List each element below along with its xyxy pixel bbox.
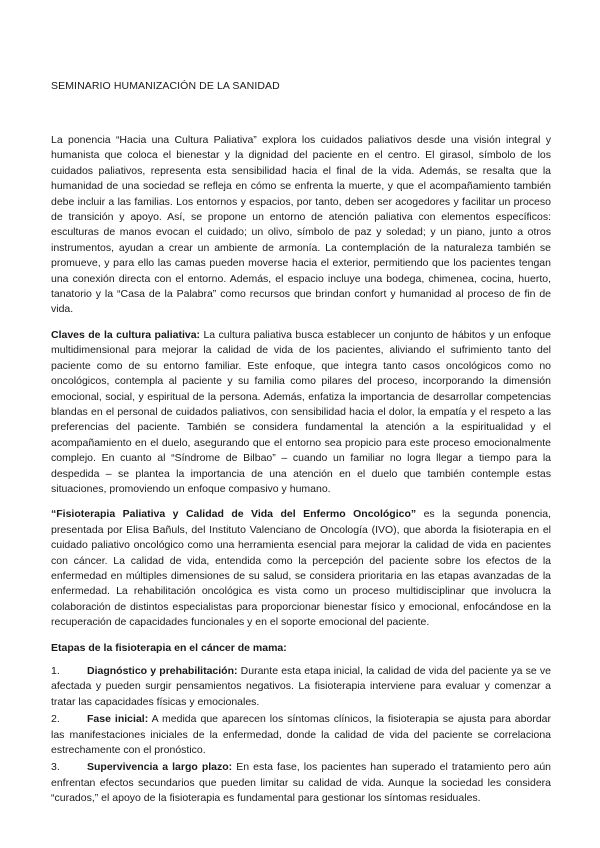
claves-paragraph <box>51 328 551 497</box>
list-item-title: Fase inicial: <box>87 713 149 726</box>
list-item-text: En esta fase, los pacientes han superado el tratamiento pero aún enfrentan efectos secundarios que pueden limitar su calidad de vida. Aunque la sociedad les considera “curados,” el apoyo de la fisioterapia es fundamental para gestionar los síntomas residuales. <box>51 761 551 805</box>
fisio-paragraph <box>51 507 551 630</box>
etapas-heading: Etapas de la fisioterapia en el cáncer de mama: <box>51 641 287 654</box>
list-number: 2. <box>51 713 60 726</box>
list-item-title: Diagnóstico y prehabilitación: <box>87 665 238 677</box>
list-item <box>51 760 551 806</box>
list-item-text: A medida que aparecen los síntomas clínicos, la fisioterapia se ajusta para abordar las manifestaciones iniciales de la enfermedad, donde la calidad de vida del paciente se correlaciona estrechamente con el pronóstico. <box>51 713 552 757</box>
fisio-text: es la segunda ponencia, presentada por Elisa Bañuls, del Instituto Valenciano de Oncología (IVO), que aborda la fisioterapia en el cuidado paliativo oncológico como una herramienta esencial para mejorar la calidad de vida en pacientes con cáncer. La calidad de vida, entendida como la percepción del paciente sobre los efectos de la enfermedad en múltiples dimensiones de su salud, se considera prioritaria en las etapas avanzadas de la enfermedad. La rehabilitación oncológica es vista como un proceso multidisciplinar que involucra la colaboración de distintos especialistas para proporcionar bienestar físico y emocional, enfocándose en la recuperación de capacidades funcionales y en el soporte emocional del paciente. <box>51 508 551 629</box>
list-item <box>51 712 551 758</box>
document-header: SEMINARIO HUMANIZACIÓN DE LA SANIDAD <box>51 80 280 92</box>
list-item <box>51 664 551 710</box>
list-item-title: Supervivencia a largo plazo: <box>87 761 233 774</box>
list-number: 3. <box>51 761 60 774</box>
list-number: 1. <box>51 665 60 677</box>
document-content <box>51 79 551 807</box>
intro-paragraph: La ponencia “Hacia una Cultura Paliativa” explora los cuidados paliativos desde una visión integral y humanista que coloca el bienestar y la dignidad del paciente en el centro. El girasol, símbolo de los cuidados paliativos, representa esta sensibilidad hacia el final de la vida. Además, se resalta que la humanidad de una sociedad se refleja en cómo se enfrenta la muerte, y que el acompañamiento también debe incluir a las familias. Los entornos y espacios, por tanto, deben ser acogedores y facilitar un proceso de transición y apoyo. Así, se propone un entorno de atención paliativa con elementos específicos: esculturas de manos evocan el cuidado; un olivo, símbolo de paz y soledad; y un piano, junto a otros instrumentos, ayudan a crear un ambiente de armonía. La contemplación de la naturaleza también se promueve, y para ello las camas pueden moverse hacia el exterior, permitiendo que los pacientes tengan una conexión directa con el entorno. Además, el espacio incluye una bodega, chimenea, cocina, huerto, tanatorio y la “Casa de la Palabra” como recursos que brindan confort y humanidad al proceso de fin de vida. <box>51 134 551 316</box>
fisio-title: “Fisioterapia Paliativa y Calidad de Vida del Enfermo Oncológico” <box>51 508 417 521</box>
claves-title: Claves de la cultura paliativa: <box>51 328 201 341</box>
list-item-text: Durante esta etapa inicial, la calidad de vida del paciente ya se ve afectada y pueden surgir pensamientos negativos. La fisioterapia interviene para evaluar y comenzar a tratar las capacidades físicas y emocionales. <box>51 665 551 708</box>
claves-text: La cultura paliativa busca establecer un conjunto de hábitos y un enfoque multidimensional para mejorar la calidad de vida de los pacientes, aliviando el sufrimiento tanto del paciente como de su entorno familiar. Este enfoque, que integra tanto casos oncológicos como no oncológicos, contempla al paciente y su familia como pilares del proceso, incorporando la dimensión emocional, social, y espiritual de la persona. Además, enfatiza la importancia de desarrollar competencias blandas en el personal de cuidados paliativos, con sensibilidad hacia el dolor, la empatía y el respeto a las preferencias del paciente. También se considera fundamental la atención a la espiritualidad y el acompañamiento en el duelo, asegurando que el entorno sea propicio para este proceso emocionalmente complejo. En cuanto al “Síndrome de Bilbao” – cuando un familiar no logra llegar a tiempo para la despedida – se plantea la importancia de una atención en el duelo que también contemple estas situaciones, promoviendo un enfoque compasivo y humano. <box>51 328 551 495</box>
